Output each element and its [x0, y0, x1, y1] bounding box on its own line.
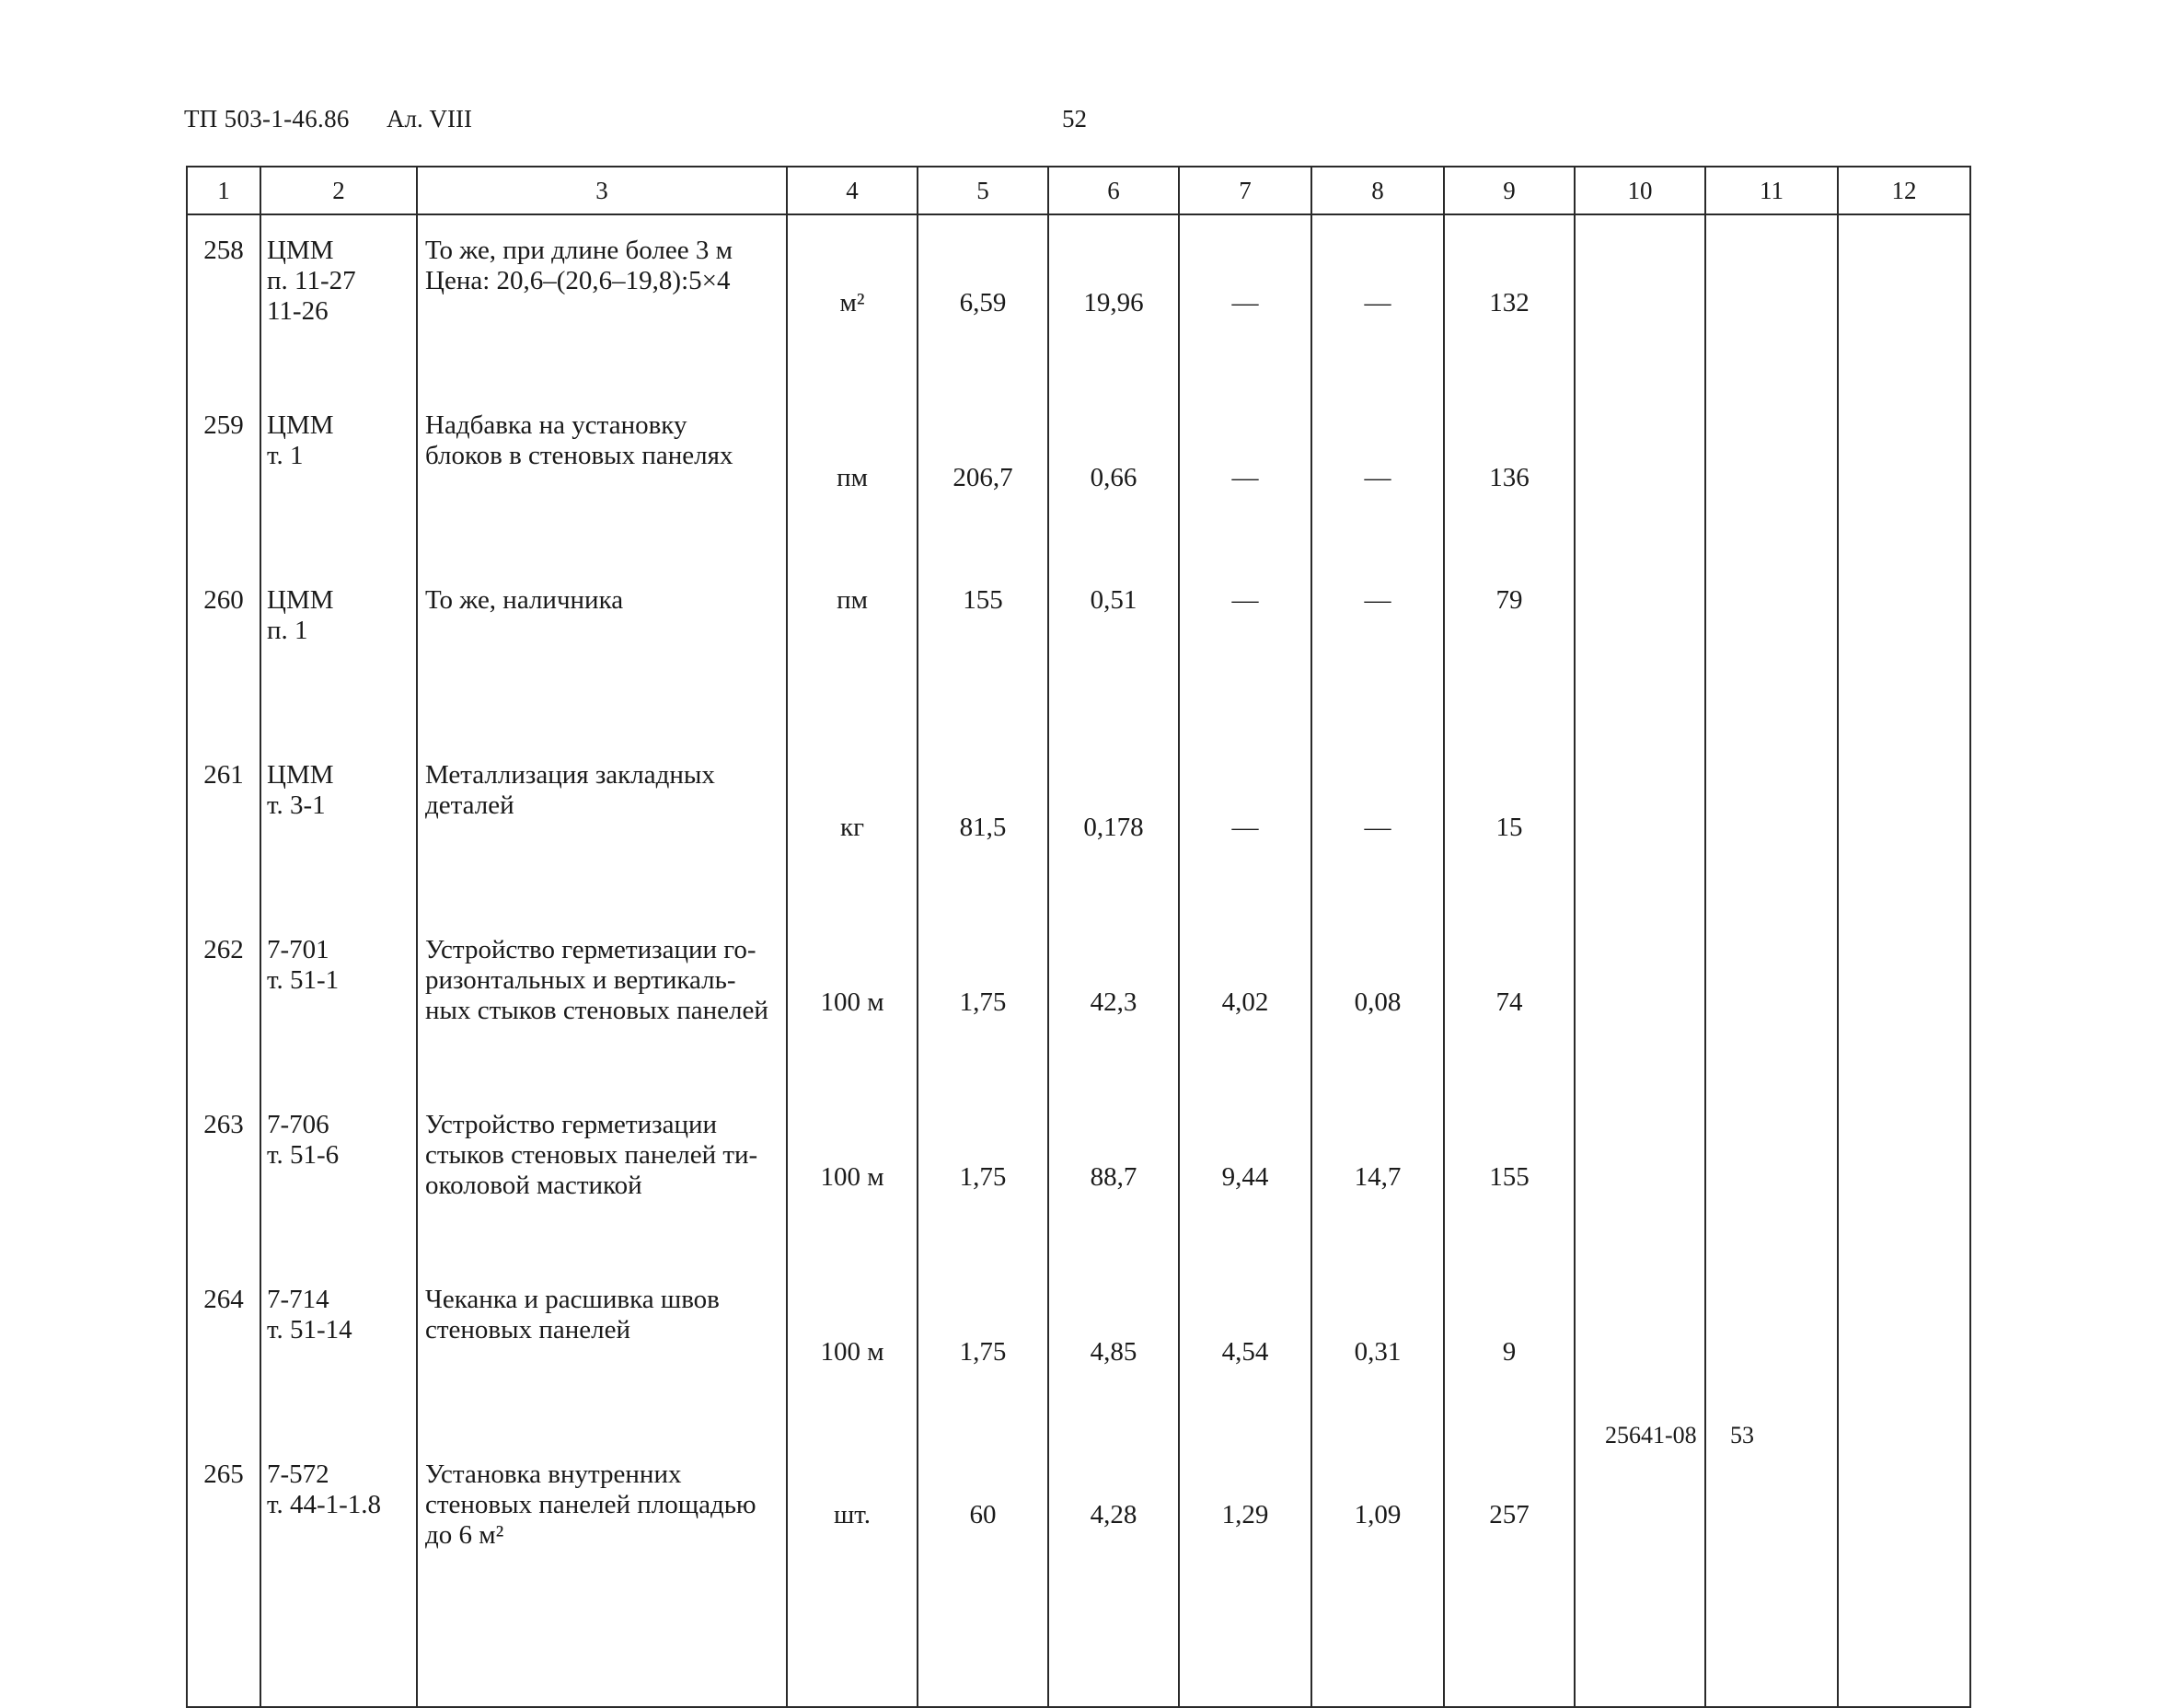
row-unit: м²	[787, 214, 918, 390]
row-col7: 4,54	[1179, 1264, 1311, 1439]
column-header: 10	[1575, 167, 1705, 214]
row-basis: 7-701 т. 51-1	[260, 915, 417, 1090]
row-col8: —	[1311, 390, 1444, 565]
row-unit-price: 0,178	[1048, 740, 1179, 915]
table-row	[187, 1090, 1970, 1264]
row-basis: ЦММ п. 1	[260, 565, 417, 740]
row-unit: шт.	[787, 1439, 918, 1707]
row-col9: 74	[1444, 915, 1575, 1090]
row-col7: 1,29	[1179, 1439, 1311, 1707]
row-col12	[1838, 740, 1970, 915]
row-col8: —	[1311, 565, 1444, 740]
row-col9: 132	[1444, 214, 1575, 390]
row-quantity: 1,75	[918, 1090, 1048, 1264]
row-unit-price: 4,85	[1048, 1264, 1179, 1439]
row-description: То же, при длине более 3 м Цена: 20,6–(20,6–19,8):5×4	[417, 214, 787, 390]
row-col10	[1575, 1090, 1705, 1264]
row-number: 261	[187, 740, 260, 915]
row-col9: 257	[1444, 1439, 1575, 1707]
row-quantity: 1,75	[918, 915, 1048, 1090]
table-row	[187, 915, 1970, 1090]
row-basis: ЦММ п. 11-27 11-26	[260, 214, 417, 390]
row-number: 264	[187, 1264, 260, 1439]
row-col7: —	[1179, 214, 1311, 390]
row-col12	[1838, 1090, 1970, 1264]
table-row	[187, 1264, 1970, 1439]
row-col7: —	[1179, 740, 1311, 915]
row-description: Надбавка на установку блоков в стеновых панелях	[417, 390, 787, 565]
column-header: 6	[1048, 167, 1179, 214]
row-col12	[1838, 1264, 1970, 1439]
document-code: ТП 503-1-46.86	[184, 105, 350, 133]
row-col10	[1575, 390, 1705, 565]
row-number: 260	[187, 565, 260, 740]
row-col7: —	[1179, 565, 1311, 740]
row-basis: 7-572 т. 44-1-1.8	[260, 1439, 417, 1707]
row-col8: 0,31	[1311, 1264, 1444, 1439]
row-col11	[1705, 214, 1838, 390]
row-basis: 7-714 т. 51-14	[260, 1264, 417, 1439]
row-quantity: 6,59	[918, 214, 1048, 390]
row-col10	[1575, 915, 1705, 1090]
column-header: 1	[187, 167, 260, 214]
row-col11	[1705, 390, 1838, 565]
column-header: 7	[1179, 167, 1311, 214]
row-col11	[1705, 1439, 1838, 1707]
row-unit-price: 4,28	[1048, 1439, 1179, 1707]
table-row	[187, 565, 1970, 740]
row-col12	[1838, 915, 1970, 1090]
row-col7: —	[1179, 390, 1311, 565]
row-col7: 9,44	[1179, 1090, 1311, 1264]
row-quantity: 155	[918, 565, 1048, 740]
column-header: 12	[1838, 167, 1970, 214]
row-unit-price: 88,7	[1048, 1090, 1179, 1264]
row-col11	[1705, 1090, 1838, 1264]
column-header: 8	[1311, 167, 1444, 214]
row-description: Металлизация закладных деталей	[417, 740, 787, 915]
row-quantity: 81,5	[918, 740, 1048, 915]
column-header: 9	[1444, 167, 1575, 214]
column-number-row	[187, 167, 1970, 214]
row-col10	[1575, 1439, 1705, 1707]
row-unit-price: 0,51	[1048, 565, 1179, 740]
row-col7: 4,02	[1179, 915, 1311, 1090]
row-unit: 100 м	[787, 1264, 918, 1439]
sheet-number: 53	[1730, 1422, 1754, 1448]
row-unit-price: 0,66	[1048, 390, 1179, 565]
table-row	[187, 1439, 1970, 1707]
row-unit: пм	[787, 565, 918, 740]
row-col10	[1575, 740, 1705, 915]
row-unit: 100 м	[787, 1090, 918, 1264]
row-number: 262	[187, 915, 260, 1090]
row-basis: ЦММ т. 3-1	[260, 740, 417, 915]
row-basis: 7-706 т. 51-6	[260, 1090, 417, 1264]
row-quantity: 1,75	[918, 1264, 1048, 1439]
row-description: Устройство герметизации го- ризонтальных и вертикаль- ных стыков стеновых панелей	[417, 915, 787, 1090]
estimate-table	[186, 166, 1971, 1708]
row-unit: 100 м	[787, 915, 918, 1090]
row-col11	[1705, 915, 1838, 1090]
row-unit: пм	[787, 390, 918, 565]
row-col9: 136	[1444, 390, 1575, 565]
row-number: 265	[187, 1439, 260, 1707]
row-description: То же, наличника	[417, 565, 787, 740]
row-col9: 155	[1444, 1090, 1575, 1264]
row-number: 259	[187, 390, 260, 565]
row-col8: —	[1311, 214, 1444, 390]
row-col8: 14,7	[1311, 1090, 1444, 1264]
row-col12	[1838, 1439, 1970, 1707]
row-quantity: 60	[918, 1439, 1048, 1707]
row-col9: 9	[1444, 1264, 1575, 1439]
row-col11	[1705, 565, 1838, 740]
row-description: Устройство герметизации стыков стеновых панелей ти- околовой мастикой	[417, 1090, 787, 1264]
row-col9: 79	[1444, 565, 1575, 740]
row-number: 258	[187, 214, 260, 390]
column-header: 2	[260, 167, 417, 214]
row-col12	[1838, 390, 1970, 565]
row-col11	[1705, 740, 1838, 915]
row-col10	[1575, 565, 1705, 740]
table-row	[187, 740, 1970, 915]
row-col8: 0,08	[1311, 915, 1444, 1090]
row-basis: ЦММ т. 1	[260, 390, 417, 565]
table-row	[187, 214, 1970, 390]
table-row	[187, 390, 1970, 565]
row-description: Установка внутренних стеновых панелей площадью до 6 м²	[417, 1439, 787, 1707]
row-col12	[1838, 565, 1970, 740]
row-col10	[1575, 1264, 1705, 1439]
column-header: 4	[787, 167, 918, 214]
column-header: 11	[1705, 167, 1838, 214]
row-description: Чеканка и расшивка швов стеновых панелей	[417, 1264, 787, 1439]
row-col8: 1,09	[1311, 1439, 1444, 1707]
row-col9: 15	[1444, 740, 1575, 915]
document-number: 25641-08	[1605, 1422, 1697, 1448]
row-number: 263	[187, 1090, 260, 1264]
row-col8: —	[1311, 740, 1444, 915]
album-number: Ал. VIII	[387, 105, 472, 133]
row-unit-price: 19,96	[1048, 214, 1179, 390]
row-col11	[1705, 1264, 1838, 1439]
row-unit-price: 42,3	[1048, 915, 1179, 1090]
row-col12	[1838, 214, 1970, 390]
row-unit: кг	[787, 740, 918, 915]
row-quantity: 206,7	[918, 390, 1048, 565]
row-col10	[1575, 214, 1705, 390]
column-header: 3	[417, 167, 787, 214]
column-header: 5	[918, 167, 1048, 214]
page-number: 52	[1062, 105, 1087, 133]
